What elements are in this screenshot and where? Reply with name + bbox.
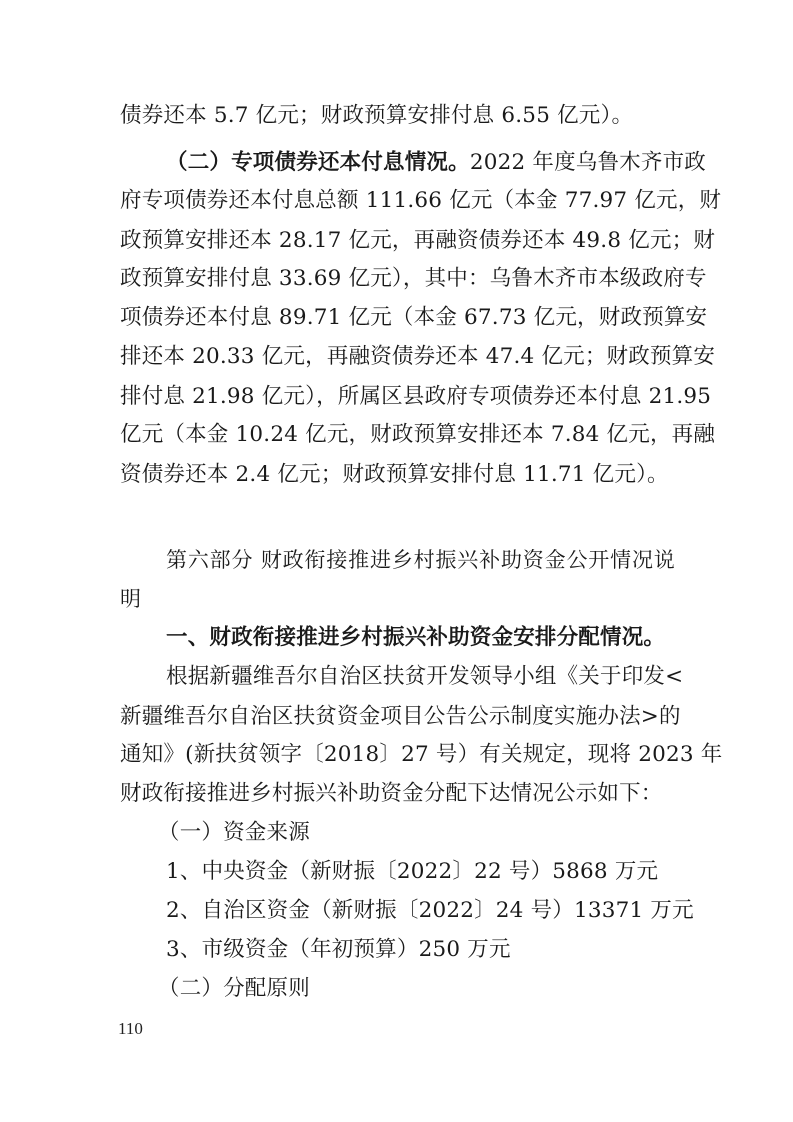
subsection-heading: （二）专项债券还本付息情况。	[166, 150, 470, 175]
text-line: 资债券还本 2.4 亿元；财政预算安排付息 11.71 亿元）。	[120, 462, 669, 487]
text-line: 政预算安排付息 33.69 亿元），其中：乌鲁木齐市本级政府专	[120, 266, 707, 291]
funds-heading: （一）资金来源	[158, 820, 310, 845]
paragraph-line: 新疆维吾尔自治区扶贫资金项目公告公示制度实施办法>的	[120, 704, 681, 729]
principle-heading: （二）分配原则	[158, 976, 310, 1001]
part-title-continued: 明	[120, 587, 142, 611]
subsection-line	[166, 148, 706, 178]
text-line: 债券还本 5.7 亿元；财政预算安排付息 6.55 亿元）。	[120, 103, 634, 128]
text-line: 府专项债券还本付息总额 111.66 亿元（本金 77.97 亿元，财	[120, 188, 722, 213]
text-line: 项债券还本付息 89.71 亿元（本金 67.73 亿元，财政预算安	[120, 305, 708, 330]
text-line: 政预算安排还本 28.17 亿元，再融资债券还本 49.8 亿元；财	[120, 228, 716, 253]
subsection-text: 2022 年度乌鲁木齐市政	[469, 150, 706, 175]
fund-item: 3、市级资金（年初预算）250 万元	[166, 937, 511, 962]
fund-item: 1、中央资金（新财振〔2022〕22 号）5868 万元	[166, 859, 659, 884]
paragraph-line: 通知》(新扶贫领字〔2018〕27 号）有关规定，现将 2023 年	[120, 742, 723, 767]
fund-item: 2、自治区资金（新财振〔2022〕24 号）13371 万元	[166, 898, 694, 923]
text-line: 排付息 21.98 亿元），所属区县政府专项债券还本付息 21.95	[120, 384, 712, 409]
text-line: 排还本 20.33 亿元，再融资债券还本 47.4 亿元；财政预算安	[120, 344, 716, 369]
section-heading: 一、财政衔接推进乡村振兴补助资金安排分配情况。	[166, 625, 666, 650]
part-title: 第六部分 财政衔接推进乡村振兴补助资金公开情况说	[166, 548, 675, 572]
text-line: 亿元（本金 10.24 亿元，财政预算安排还本 7.84 亿元，再融	[120, 422, 716, 447]
paragraph-line: 财政衔接推进乡村振兴补助资金分配下达情况公示如下：	[120, 781, 663, 806]
page-number: 110	[118, 1019, 143, 1038]
paragraph-line: 根据新疆维吾尔自治区扶贫开发领导小组《关于印发<	[166, 664, 684, 689]
